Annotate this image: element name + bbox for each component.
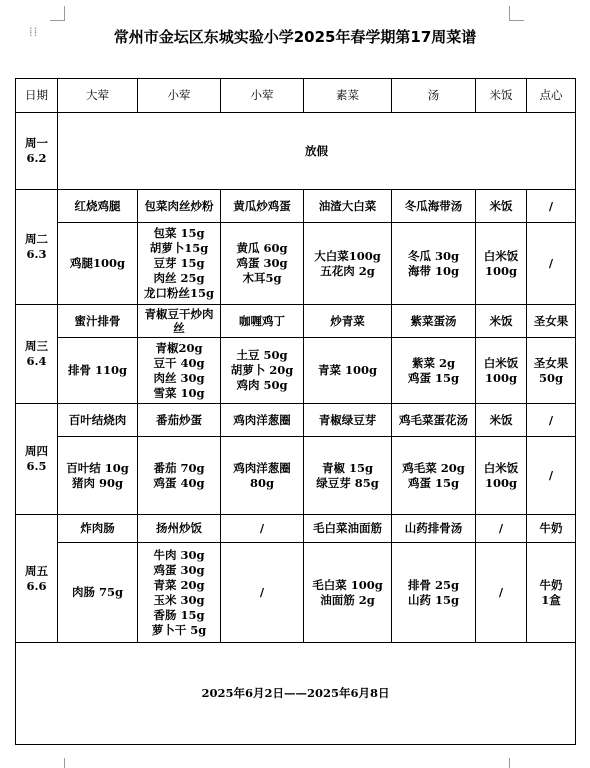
ingredient-line: 木耳5g	[242, 271, 282, 285]
table-row-monday	[16, 113, 576, 190]
ingredient-line: 雪菜 10g	[153, 385, 205, 400]
ingredient-cell	[221, 223, 304, 305]
ingredient-line: /	[548, 256, 554, 270]
ingredient-line: 鸡蛋 30g	[236, 256, 288, 270]
ingredient-line: 青椒20g	[155, 340, 203, 355]
page-title: 常州市金坛区东城实验小学2025年春学期第17周菜谱	[113, 28, 477, 46]
ingredient-line: 鸡蛋 15g	[407, 475, 460, 490]
day-date: 6.6	[26, 578, 47, 593]
ingredient-line: 玉米 30g	[153, 592, 205, 607]
header-rice: 米饭	[476, 79, 527, 113]
ingredient-line: 冬瓜 30g	[407, 248, 460, 263]
ingredient-cell	[58, 338, 138, 404]
ingredient-line: 鸡蛋 15g	[407, 370, 460, 385]
ingredient-line: 鸡蛋 40g	[153, 475, 205, 490]
dish-name: 米饭	[476, 305, 527, 338]
header-row	[16, 79, 576, 113]
table-row-friday-dishes	[16, 515, 576, 543]
ingredient-line: 油面筋 2g	[320, 592, 375, 607]
ingredient-line: 80g	[249, 475, 275, 490]
ingredient-line: 香肠 15g	[153, 607, 205, 622]
day-cell	[16, 190, 58, 305]
dish-name: 包菜肉丝炒粉	[138, 190, 221, 223]
header-small-meat-2: 小荤	[221, 79, 304, 113]
day-date: 6.2	[26, 151, 47, 165]
ingredient-cell	[527, 223, 576, 305]
dish-name: 山药排骨汤	[392, 515, 476, 543]
ingredient-cell	[527, 437, 576, 515]
table-row-thursday-ingredients	[16, 437, 576, 515]
ingredient-line: /	[259, 585, 265, 599]
dish-name: 冬瓜海带汤	[392, 190, 476, 223]
day-label: 周一	[25, 136, 48, 150]
dish-name: /	[527, 404, 576, 437]
table-row-wednesday-ingredients	[16, 338, 576, 404]
ingredient-line: 青椒 15g	[321, 460, 374, 475]
dish-name: 炸肉肠	[58, 515, 138, 543]
header-soup: 汤	[392, 79, 476, 113]
ingredient-line: 鸡腿100g	[69, 256, 126, 270]
date-range: 2025年6月2日——2025年6月8日	[16, 643, 576, 745]
header-big-meat: 大荤	[58, 79, 138, 113]
ingredient-line: 100g	[484, 370, 518, 385]
crop-mark	[509, 6, 510, 21]
ingredient-line: 百叶结 10g	[66, 460, 129, 475]
ingredient-line: 萝卜干 5g	[151, 622, 207, 637]
ingredient-line: 山药 15g	[407, 592, 460, 607]
dish-name: /	[476, 515, 527, 543]
ingredient-line: 番茄 70g	[153, 460, 205, 475]
ingredient-line: 排骨 110g	[67, 363, 128, 377]
ingredient-cell	[392, 223, 476, 305]
ingredient-cell	[476, 338, 527, 404]
menu-table	[15, 78, 576, 745]
ingredient-line: /	[498, 585, 504, 599]
ingredient-line: 鸡蛋 30g	[153, 562, 205, 577]
day-label: 周二	[25, 232, 48, 246]
dish-name: 黄瓜炒鸡蛋	[221, 190, 304, 223]
ingredient-cell	[476, 543, 527, 643]
dish-name: 青椒豆干炒肉丝	[138, 305, 221, 338]
ingredient-line: 肉肠 75g	[71, 585, 124, 599]
ingredient-cell	[304, 437, 392, 515]
ingredient-cell	[527, 338, 576, 404]
table-row-thursday-dishes	[16, 404, 576, 437]
header-snack: 点心	[527, 79, 576, 113]
day-date: 6.4	[26, 354, 47, 368]
dish-name: 米饭	[476, 404, 527, 437]
ingredient-line: 毛白菜 100g	[312, 577, 383, 592]
dish-name: 油渣大白菜	[304, 190, 392, 223]
ingredient-line: 猪肉 90g	[71, 475, 124, 490]
ingredient-line: 牛肉 30g	[153, 547, 205, 562]
table-row-footer	[16, 643, 576, 745]
ingredient-cell	[392, 338, 476, 404]
ingredient-line: 100g	[484, 475, 518, 490]
ingredient-cell	[527, 543, 576, 643]
dish-name: 圣女果	[527, 305, 576, 338]
table-row-friday-ingredients	[16, 543, 576, 643]
crop-mark	[64, 758, 65, 768]
day-cell	[16, 305, 58, 404]
ingredient-line: 鸡毛菜 20g	[402, 460, 465, 475]
dish-name: 青椒绿豆芽	[304, 404, 392, 437]
header-date: 日期	[16, 79, 58, 113]
ingredient-line: /	[548, 468, 554, 482]
table-row-tuesday-dishes	[16, 190, 576, 223]
ingredient-cell	[58, 437, 138, 515]
dish-name: 番茄炒蛋	[138, 404, 221, 437]
ingredient-line: 100g	[484, 263, 518, 278]
ingredient-line: 龙口粉丝15g	[143, 286, 215, 300]
dish-name: 咖喱鸡丁	[221, 305, 304, 338]
ingredient-line: 白米饭	[483, 460, 519, 475]
crop-mark	[509, 758, 510, 768]
table-row-tuesday-ingredients	[16, 223, 576, 305]
ingredient-cell	[304, 543, 392, 643]
day-cell	[16, 113, 58, 190]
day-cell	[16, 515, 58, 643]
dish-name: 鸡肉洋葱圈	[221, 404, 304, 437]
dish-name: 牛奶	[527, 515, 576, 543]
ingredient-cell	[138, 437, 221, 515]
day-date: 6.5	[26, 459, 47, 473]
ingredient-line: 白米饭	[483, 355, 519, 370]
ingredient-line: 海带 10g	[407, 263, 460, 278]
dish-name: 炒青菜	[304, 305, 392, 338]
holiday-note: 放假	[58, 113, 576, 190]
ingredient-cell	[138, 543, 221, 643]
ingredient-line: 胡萝卜 20g	[230, 363, 294, 377]
ingredient-line: 豆芽 15g	[153, 256, 205, 270]
day-label: 周五	[25, 563, 48, 578]
ingredient-cell	[221, 543, 304, 643]
day-date: 6.3	[26, 247, 47, 261]
dish-name: 紫菜蛋汤	[392, 305, 476, 338]
ingredient-line: 大白菜100g	[314, 248, 381, 263]
ingredient-line: 五花肉 2g	[320, 263, 375, 278]
ingredient-line: 白米饭	[483, 248, 519, 263]
ingredient-line: 圣女果	[533, 355, 569, 370]
ingredient-line: 鸡肉 50g	[236, 378, 288, 392]
header-vegetable: 素菜	[304, 79, 392, 113]
dish-name: 米饭	[476, 190, 527, 223]
dish-name: 扬州炒饭	[138, 515, 221, 543]
ingredient-cell	[221, 437, 304, 515]
ingredient-line: 1盒	[541, 592, 561, 607]
ingredient-line: 牛奶	[539, 577, 563, 592]
dish-name: 红烧鸡腿	[58, 190, 138, 223]
ingredient-cell	[476, 437, 527, 515]
ingredient-cell	[476, 223, 527, 305]
ingredient-cell	[138, 223, 221, 305]
ingredient-line: 黄瓜 60g	[236, 241, 288, 255]
ingredient-line: 肉丝 25g	[153, 271, 205, 285]
ingredient-line: 紫菜 2g	[411, 355, 456, 370]
ingredient-line: 豆干 40g	[153, 355, 205, 370]
ingredient-cell	[392, 543, 476, 643]
table-row-wednesday-dishes	[16, 305, 576, 338]
ingredient-line: 青菜 20g	[153, 577, 205, 592]
dish-name: /	[527, 190, 576, 223]
day-cell	[16, 404, 58, 515]
drag-handle-icon[interactable]: ⁞⁞	[29, 25, 39, 40]
ingredient-line: 包菜 15g	[153, 226, 205, 240]
dish-name: 蜜汁排骨	[58, 305, 138, 338]
ingredient-line: 鸡肉洋葱圈	[233, 460, 291, 475]
dish-name: 鸡毛菜蛋花汤	[392, 404, 476, 437]
ingredient-cell	[221, 338, 304, 404]
ingredient-line: 胡萝卜15g	[149, 241, 209, 255]
ingredient-line: 青菜 100g	[317, 363, 378, 377]
dish-name: /	[221, 515, 304, 543]
day-label: 周四	[25, 444, 48, 458]
ingredient-cell	[304, 338, 392, 404]
ingredient-line: 肉丝 30g	[153, 370, 205, 385]
ingredient-line: 排骨 25g	[407, 577, 460, 592]
dish-name: 百叶结烧肉	[58, 404, 138, 437]
crop-mark	[64, 6, 65, 21]
ingredient-line: 绿豆芽 85g	[316, 475, 379, 490]
ingredient-cell	[304, 223, 392, 305]
ingredient-line: 土豆 50g	[236, 348, 288, 362]
crop-mark	[509, 20, 524, 21]
ingredient-cell	[392, 437, 476, 515]
ingredient-cell	[58, 223, 138, 305]
ingredient-cell	[58, 543, 138, 643]
header-small-meat-1: 小荤	[138, 79, 221, 113]
ingredient-cell	[138, 338, 221, 404]
crop-mark	[50, 20, 65, 21]
dish-name: 毛白菜油面筋	[304, 515, 392, 543]
day-label: 周三	[25, 339, 48, 353]
ingredient-line: 50g	[538, 370, 564, 385]
